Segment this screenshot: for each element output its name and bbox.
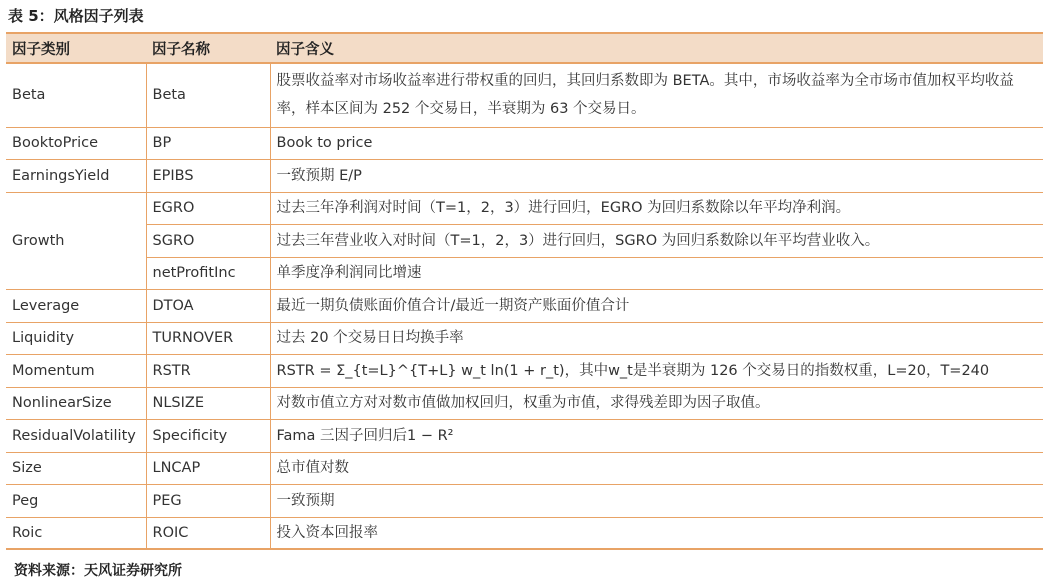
table-header-row [6, 33, 1043, 63]
cell-category: EarningsYield [6, 159, 146, 192]
source-note: 资料来源：天风证券研究所 [14, 563, 182, 579]
cell-meaning: 股票收益率对市场收益率进行带权重的回归，其回归系数即为 BETA。其中，市场收益率为全市场市值加权平均收益率，样本区间为 252 个交易日，半衰期为 63 个交易日。 [270, 63, 1043, 127]
cell-meaning: Fama 三因子回归后1 − R² [270, 419, 1043, 452]
cell-meaning: 一致预期 E/P [270, 159, 1043, 192]
cell-meaning: 对数市值立方对对数市值做加权回归，权重为市值，求得残差即为因子取值。 [270, 387, 1043, 419]
table-row [6, 159, 1043, 192]
cell-meaning: 总市值对数 [270, 452, 1043, 484]
table-row [6, 192, 1043, 224]
cell-category: Beta [6, 63, 146, 127]
cell-meaning: 过去三年净利润对时间（T=1，2，3）进行回归，EGRO 为回归系数除以年平均净利润。 [270, 192, 1043, 224]
cell-category: Liquidity [6, 322, 146, 354]
cell-name: LNCAP [146, 452, 270, 484]
table-row [6, 322, 1043, 354]
table-row [6, 419, 1043, 452]
cell-name: NLSIZE [146, 387, 270, 419]
table-row [6, 257, 1043, 289]
header-name: 因子名称 [146, 33, 270, 63]
cell-name: EPIBS [146, 159, 270, 192]
cell-meaning: 过去 20 个交易日日均换手率 [270, 322, 1043, 354]
table-row [6, 387, 1043, 419]
cell-name: Beta [146, 63, 270, 127]
cell-meaning: 单季度净利润同比增速 [270, 257, 1043, 289]
cell-name: Specificity [146, 419, 270, 452]
cell-name: EGRO [146, 192, 270, 224]
cell-category: Roic [6, 517, 146, 549]
header-category: 因子类别 [6, 33, 146, 63]
cell-meaning: 过去三年营业收入对时间（T=1，2，3）进行回归，SGRO 为回归系数除以年平均营业收入。 [270, 224, 1043, 257]
table-row [6, 224, 1043, 257]
style-factor-table [6, 32, 1043, 550]
table-row [6, 354, 1043, 387]
table-row [6, 517, 1043, 549]
table-caption: 表 5：风格因子列表 [8, 7, 144, 25]
cell-category: Leverage [6, 289, 146, 322]
table-row [6, 289, 1043, 322]
table-row [6, 63, 1043, 127]
cell-category: Peg [6, 484, 146, 517]
table-row [6, 452, 1043, 484]
cell-category: Growth [6, 192, 146, 289]
cell-name: DTOA [146, 289, 270, 322]
cell-category: NonlinearSize [6, 387, 146, 419]
cell-meaning: 一致预期 [270, 484, 1043, 517]
cell-name: SGRO [146, 224, 270, 257]
cell-name: ROIC [146, 517, 270, 549]
cell-name: netProfitInc [146, 257, 270, 289]
cell-category: Momentum [6, 354, 146, 387]
cell-name: BP [146, 127, 270, 159]
cell-name: PEG [146, 484, 270, 517]
cell-category: ResidualVolatility [6, 419, 146, 452]
cell-category: Size [6, 452, 146, 484]
cell-name: TURNOVER [146, 322, 270, 354]
cell-meaning: 最近一期负债账面价值合计/最近一期资产账面价值合计 [270, 289, 1043, 322]
cell-name: RSTR [146, 354, 270, 387]
cell-meaning: Book to price [270, 127, 1043, 159]
cell-meaning: RSTR = Σ_{t=L}^{T+L} w_t ln(1 + r_t)，其中w_t是半衰期为 126 个交易日的指数权重，L=20，T=240 [270, 354, 1043, 387]
table-row [6, 484, 1043, 517]
table-row [6, 127, 1043, 159]
header-meaning: 因子含义 [270, 33, 1043, 63]
cell-meaning: 投入资本回报率 [270, 517, 1043, 549]
cell-category: BooktoPrice [6, 127, 146, 159]
